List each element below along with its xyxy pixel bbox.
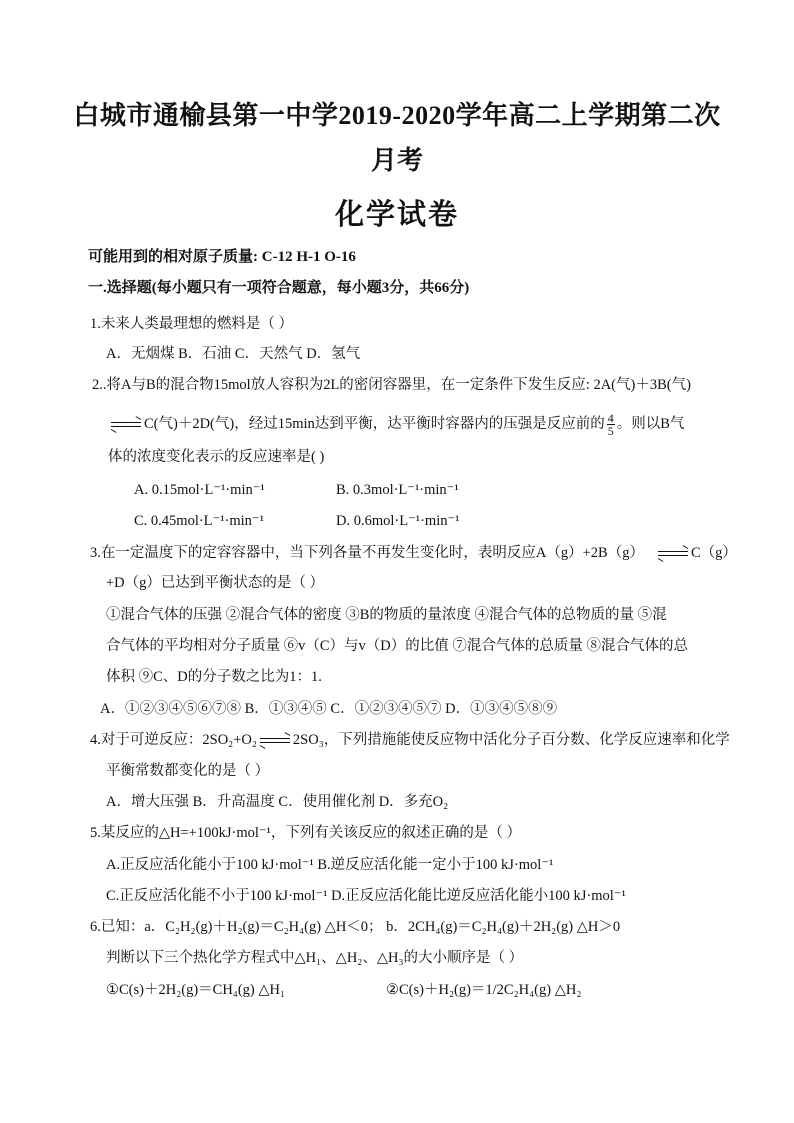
fraction xyxy=(607,412,615,437)
question-3-stem-tail: C（g） xyxy=(690,545,737,561)
equilibrium-arrow-icon xyxy=(658,549,688,559)
question-4-stem-tail: 2SO₃，下列措施能使反应物中活化分子百分数、化学反应速率和化学 xyxy=(292,732,730,748)
question-2-option-c: C. 0.45mol·L⁻¹·min⁻¹ xyxy=(134,513,264,529)
section-heading: 一.选择题(每小题只有一项符合题意，每小题3分，共66分) xyxy=(88,280,470,296)
exam-title: 白城市通榆县第一中学2019-2020学年高二上学期第二次 xyxy=(73,101,721,130)
question-1-stem: 1.未来人类最理想的燃料是（ ） xyxy=(90,316,293,332)
equilibrium-arrow-icon xyxy=(260,736,290,746)
question-2-stem-text: C(气)＋2D(气)，经过15min达到平衡，达平衡时容器内的压强是反应前的 xyxy=(144,415,605,432)
question-2-stem-line3: 体的浓度变化表示的反应速率是( ) xyxy=(108,449,325,465)
question-6-stem: 6.已知：a．C₂H₂(g)＋H₂(g)＝C₂H₄(g) △H＜0； b．2CH₄(g)＝C₂H₄(g)＋2H₂(g) △H＞0 xyxy=(90,919,621,935)
question-3-options: A．①②③④⑤⑥⑦⑧ B．①③④⑤ C．①②③④⑤⑦ D．①③④⑤⑧⑨ xyxy=(100,701,558,717)
question-5-stem: 5.某反应的△H=+100kJ·mol⁻¹，下列有关该反应的叙述正确的是（ ） xyxy=(90,825,522,841)
question-6-equation-2: ②C(s)＋H₂(g)＝1/2C₂H₄(g) △H₂ xyxy=(386,982,582,998)
exam-subject: 化学试卷 xyxy=(334,199,459,231)
question-5-options-ab: A.正反应活化能小于100 kJ·mol⁻¹ B.逆反应活化能一定小于100 kJ·mol⁻¹ xyxy=(106,857,554,873)
question-4-stem-text: 4.对于可逆反应：2SO₂+O₂ xyxy=(90,732,257,748)
question-5-options-cd: C.正反应活化能不小于100 kJ·mol⁻¹ D.正反应活化能比逆反应活化能小100 kJ·mol⁻¹ xyxy=(106,888,626,904)
fraction-numerator: 4 xyxy=(607,411,614,425)
question-2-stem-tail: 。则以B气 xyxy=(616,415,685,432)
question-6-stem-line2: 判断以下三个热化学方程式中△H₁、△H₂、△H₃的大小顺序是（ ） xyxy=(106,950,524,966)
question-1-options: A．无烟煤 B．石油 C．天然气 D．氢气 xyxy=(106,346,361,362)
question-6-equation-1: ①C(s)＋2H₂(g)＝CH₄(g) △H₁ xyxy=(106,982,286,998)
exam-title-continued: 月考 xyxy=(370,146,423,175)
question-3-stem-text: 3.在一定温度下的定容容器中，当下列各量不再发生变化时，表明反应A（g）+2B（g） xyxy=(90,545,644,561)
question-3-stem xyxy=(90,543,737,563)
question-3-items-line1: ①混合气体的压强 ②混合气体的密度 ③B的物质的量浓度 ④混合气体的总物质的量 ⑤混 xyxy=(106,607,667,623)
question-2-option-a: A. 0.15mol·L⁻¹·min⁻¹ xyxy=(134,482,265,498)
question-2-stem: 2..将A与B的混合物15mol放人容积为2L的密闭容器里，在一定条件下发生反应: 2A(气)＋3B(气) xyxy=(92,377,691,393)
question-2-option-d: D. 0.6mol·L⁻¹·min⁻¹ xyxy=(336,513,460,529)
question-4-stem-line2: 平衡常数都变化的是（ ） xyxy=(106,763,270,779)
question-4-stem xyxy=(90,730,730,750)
question-3-items-line3: 体积 ⑨C、D的分子数之比为1：1. xyxy=(106,669,322,685)
question-3-items-line2: 合气体的平均相对分子质量 ⑥v（C）与v（D）的比值 ⑦混合气体的总质量 ⑧混合气体的总 xyxy=(106,638,689,654)
equilibrium-arrow-icon xyxy=(111,420,141,430)
fraction-denominator: 5 xyxy=(607,424,614,438)
question-3-stem-line2: +D（g）已达到平衡状态的是（ ） xyxy=(106,575,325,591)
question-2-option-b: B. 0.3mol·L⁻¹·min⁻¹ xyxy=(336,482,459,498)
atomic-masses: 可能用到的相对原子质量: C-12 H-1 O-16 xyxy=(88,249,356,265)
question-2-stem-line2 xyxy=(108,412,684,437)
question-4-options: A．增大压强 B．升高温度 C．使用催化剂 D．多充O₂ xyxy=(106,794,449,810)
